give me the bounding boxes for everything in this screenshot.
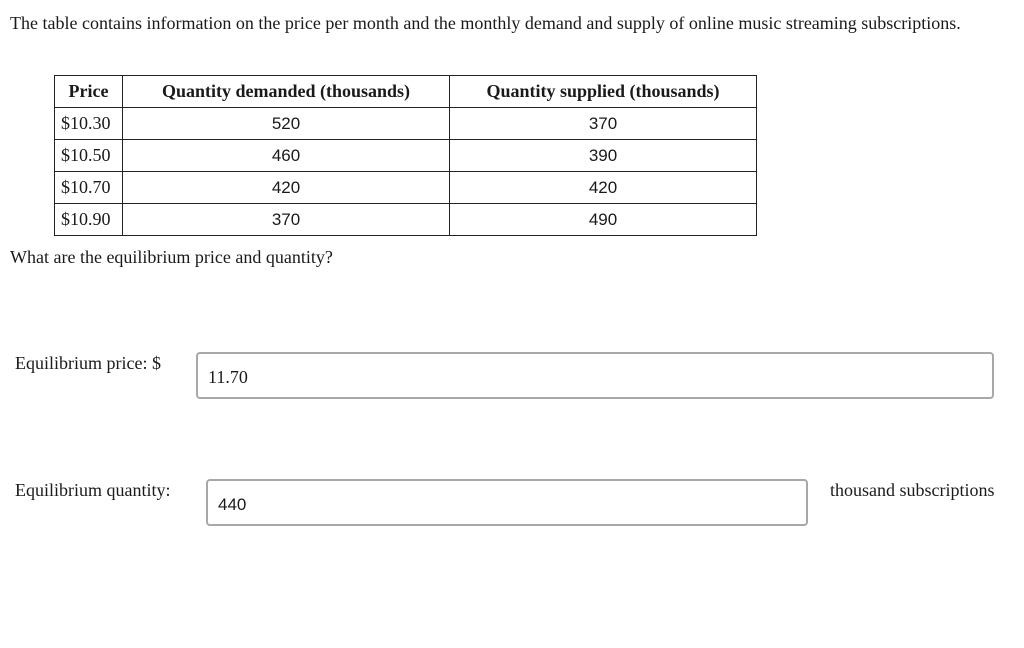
table-row (55, 172, 757, 204)
equilibrium-quantity-input[interactable] (206, 479, 808, 526)
cell-price: $10.50 (55, 140, 123, 172)
cell-quantity-supplied: 390 (450, 140, 757, 172)
table-header-row (55, 76, 757, 108)
cell-price: $10.70 (55, 172, 123, 204)
cell-quantity-demanded: 460 (123, 140, 450, 172)
header-quantity-supplied: Quantity supplied (thousands) (450, 76, 757, 108)
price-label: Equilibrium price: $ (15, 353, 161, 373)
problem-statement: The table contains information on the price per month and the monthly demand and supply of online music streaming subscriptions. (10, 13, 961, 33)
table-row (55, 108, 757, 140)
cell-quantity-supplied: 490 (450, 204, 757, 236)
equilibrium-price-input[interactable] (196, 352, 994, 399)
header-quantity-demanded: Quantity demanded (thousands) (123, 76, 450, 108)
cell-quantity-demanded: 370 (123, 204, 450, 236)
cell-quantity-demanded: 520 (123, 108, 450, 140)
cell-price: $10.30 (55, 108, 123, 140)
question-text: What are the equilibrium price and quantity? (10, 247, 333, 267)
quantity-unit-label: thousand subscriptions (830, 480, 995, 500)
equilibrium-price-value: 11.70 (208, 367, 248, 387)
cell-quantity-demanded: 420 (123, 172, 450, 204)
table-row (55, 140, 757, 172)
quantity-label: Equilibrium quantity: (15, 480, 171, 500)
table-row (55, 204, 757, 236)
equilibrium-quantity-value: 440 (218, 494, 247, 514)
cell-quantity-supplied: 420 (450, 172, 757, 204)
cell-price: $10.90 (55, 204, 123, 236)
header-price: Price (55, 76, 123, 108)
cell-quantity-supplied: 370 (450, 108, 757, 140)
supply-demand-table (54, 75, 757, 236)
